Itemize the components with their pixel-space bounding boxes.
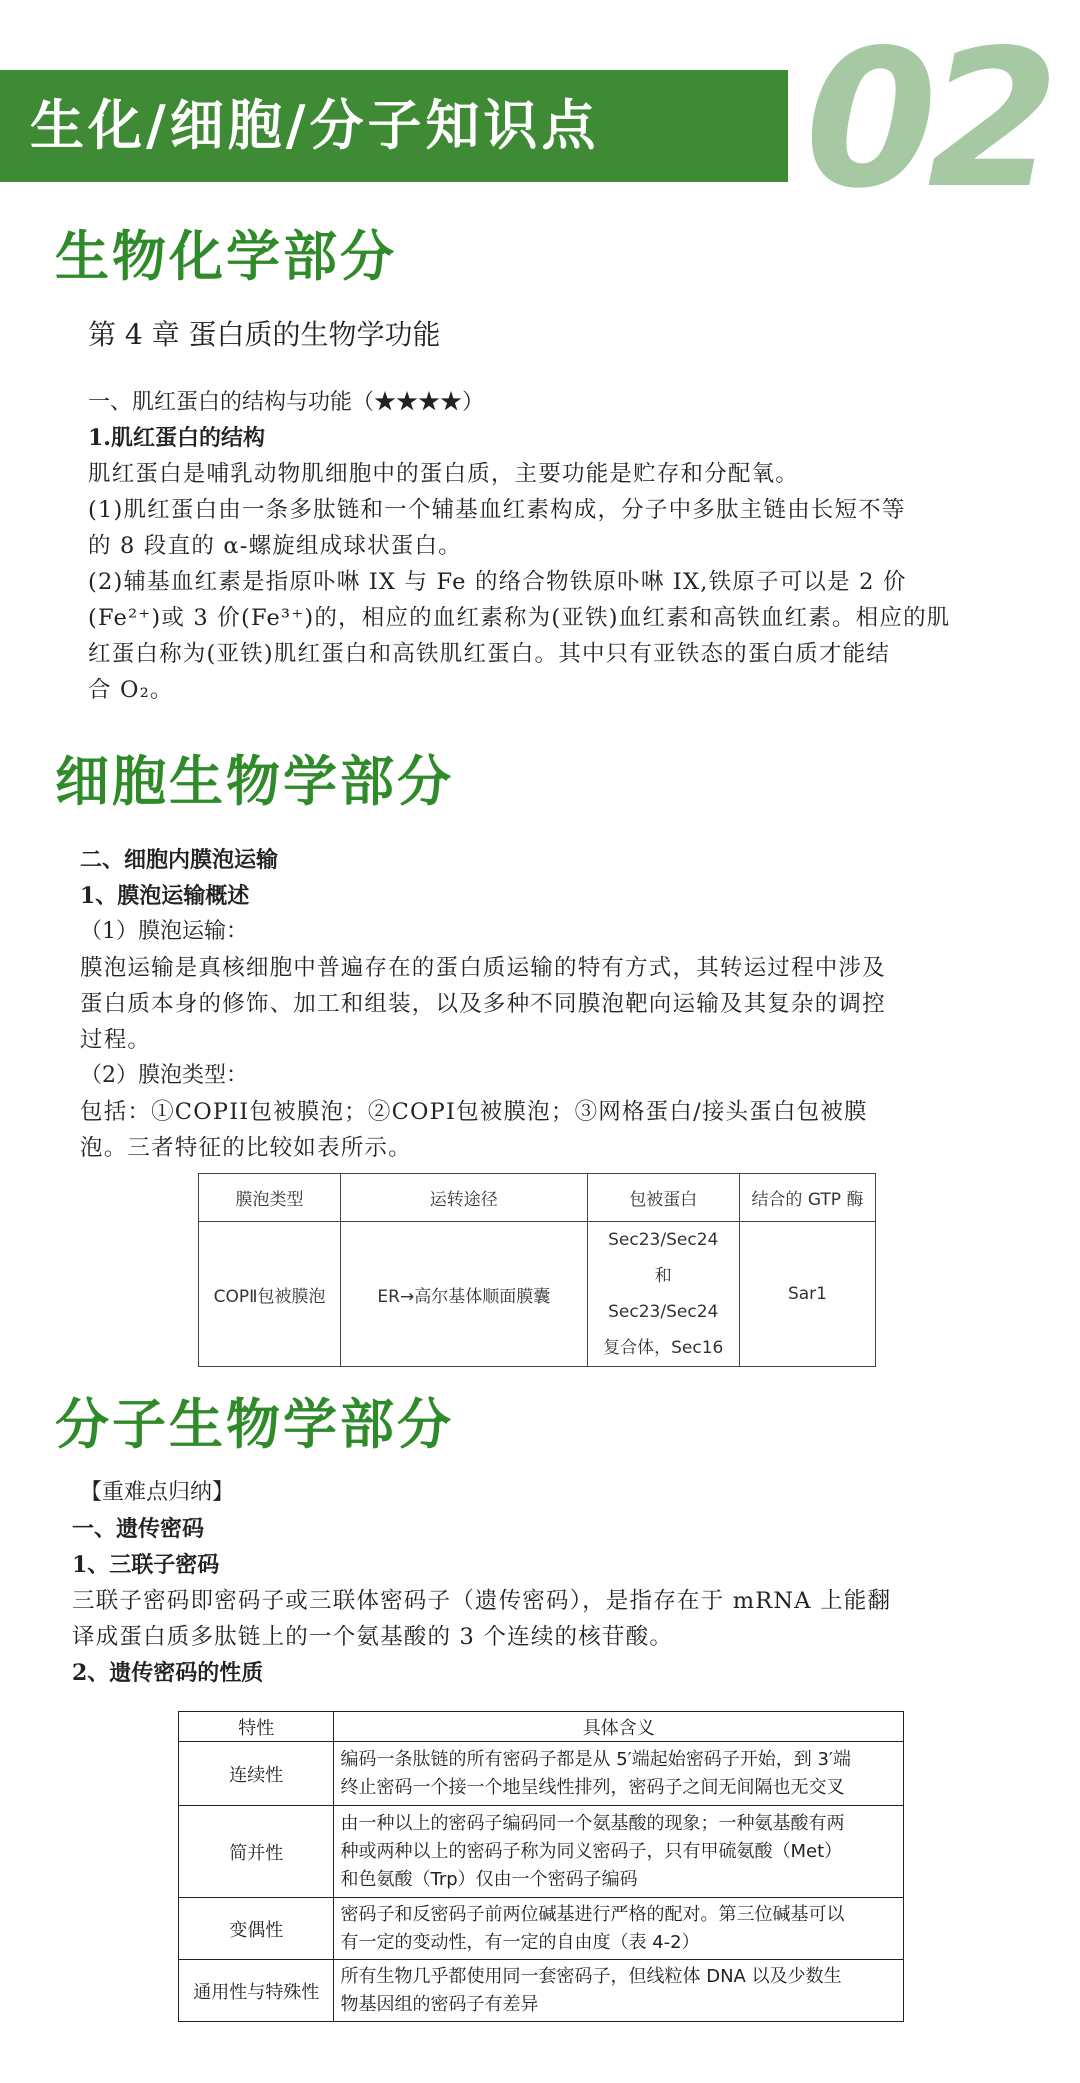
table-header: 结合的 GTP 酶 [739,1174,875,1222]
table-header: 运转途径 [341,1174,588,1222]
table-header: 具体含义 [334,1712,904,1742]
biochem-subheading: 1.肌红蛋白的结构 [88,425,265,451]
table-header: 包被蛋白 [587,1174,739,1222]
text-line: 蛋白质本身的修饰、加工和组装，以及多种不同膜泡靶向运输及其复杂的调控 [80,991,886,1017]
banner-title: 生化/细胞/分子知识点 [0,70,788,182]
mol-paragraph [72,1583,891,1655]
text-line: 泡。三者特征的比较如表所示。 [80,1135,412,1161]
section-title-biochem: 生物化学部分 [55,225,397,288]
text-line: 所有生物几乎都使用同一套密码子，但线粒体 DNA 以及少数生 [340,1965,842,1987]
chapter-heading: 第 4 章 蛋白质的生物学功能 [88,318,441,351]
biochem-paragraph [88,456,950,708]
text-line: 终止密码一个接一个地呈线性排列，密码子之间无间隔也无交叉 [340,1776,845,1798]
table-cell: 变偶性 [179,1898,334,1960]
mol-subheading-2: 2、遗传密码的性质 [72,1660,264,1686]
text-line: 物基因组的密码子有差异 [340,1993,539,2015]
mol-heading: 一、遗传密码 [72,1516,205,1542]
text-line: 和色氨酸（Trp）仅由一个密码子编码 [340,1868,638,1890]
text-line: (Fe²⁺)或 3 价(Fe³⁺)的，相应的血红素称为(亚铁)血红素和高铁血红素。相应的肌 [88,605,951,631]
text-line: (2)辅基血红素是指原卟啉 IX 与 Fe 的络合物铁原卟啉 IX,铁原子可以是 2 价 [88,569,907,595]
key-points-note: 【重难点归纳】 [80,1480,235,1505]
cell-paragraph-1 [80,950,886,1058]
table-cell: 简并性 [179,1806,334,1898]
text-line: (1)肌红蛋白由一条多肽链和一个辅基血红素构成，分子中多肽主链由长短不等 [88,497,906,523]
table-cell: Sec23/Sec24 和 Sec23/Sec24 复合体，Sec16 [587,1222,739,1367]
table-header: 特性 [179,1712,334,1742]
table-cell [334,1898,904,1960]
text-line: 三联子密码即密码子或三联体密码子（遗传密码），是指存在于 mRNA 上能翻 [72,1588,892,1614]
text-line: 的 8 段直的 α-螺旋组成球状蛋白。 [88,533,462,559]
cell-item-1: （1）膜泡运输： [80,919,248,944]
text-line: 有一定的变动性，有一定的自由度（表 4-2） [340,1931,700,1953]
mol-subheading-1: 1、三联子密码 [72,1552,220,1578]
text-line: 红蛋白称为(亚铁)肌红蛋白和高铁肌红蛋白。其中只有亚铁态的蛋白质才能结 [88,641,891,667]
vesicle-table [198,1173,876,1367]
table-cell: Sar1 [739,1222,875,1367]
table-cell [334,1960,904,2022]
cell-subheading: 1、膜泡运输概述 [80,883,250,909]
table-cell: 连续性 [179,1742,334,1806]
text-line: 密码子和反密码子前两位碱基进行严格的配对。第三位碱基可以 [340,1903,845,1925]
text-line: 种或两种以上的密码子称为同义密码子，只有甲硫氨酸（Met） [340,1840,843,1862]
text-line: 编码一条肽链的所有密码子都是从 5′端起始密码子开始，到 3′端 [340,1748,852,1770]
table-header: 膜泡类型 [199,1174,341,1222]
table-cell: COPⅡ包被膜泡 [199,1222,341,1367]
section-title-molecular: 分子生物学部分 [55,1393,454,1456]
text-line: 合 O₂。 [88,677,174,703]
cell-paragraph-2 [80,1094,868,1166]
chapter-number: 02 [805,9,1050,230]
text-line: 过程。 [80,1027,152,1053]
text-line: 膜泡运输是真核细胞中普遍存在的蛋白质运输的特有方式，其转运过程中涉及 [80,955,886,981]
biochem-heading: 一、肌红蛋白的结构与功能（★★★★） [88,390,485,415]
cell-item-2: （2）膜泡类型： [80,1063,248,1088]
table-cell: 通用性与特殊性 [179,1960,334,2022]
genetic-code-table [178,1711,904,2022]
cell-heading: 二、细胞内膜泡运输 [80,847,279,873]
text-line: 译成蛋白质多肽链上的一个氨基酸的 3 个连续的核苷酸。 [72,1624,674,1650]
text-line: 由一种以上的密码子编码同一个氨基酸的现象；一种氨基酸有两 [340,1812,845,1834]
text-line: 包括：①COPII包被膜泡；②COPI包被膜泡；③网格蛋白/接头蛋白包被膜 [80,1099,868,1125]
table-cell: ER→高尔基体顺面膜囊 [341,1222,588,1367]
table-cell [334,1806,904,1898]
table-cell [334,1742,904,1806]
section-title-cell: 细胞生物学部分 [55,750,454,813]
text-line: 肌红蛋白是哺乳动物肌细胞中的蛋白质，主要功能是贮存和分配氧。 [88,461,800,487]
